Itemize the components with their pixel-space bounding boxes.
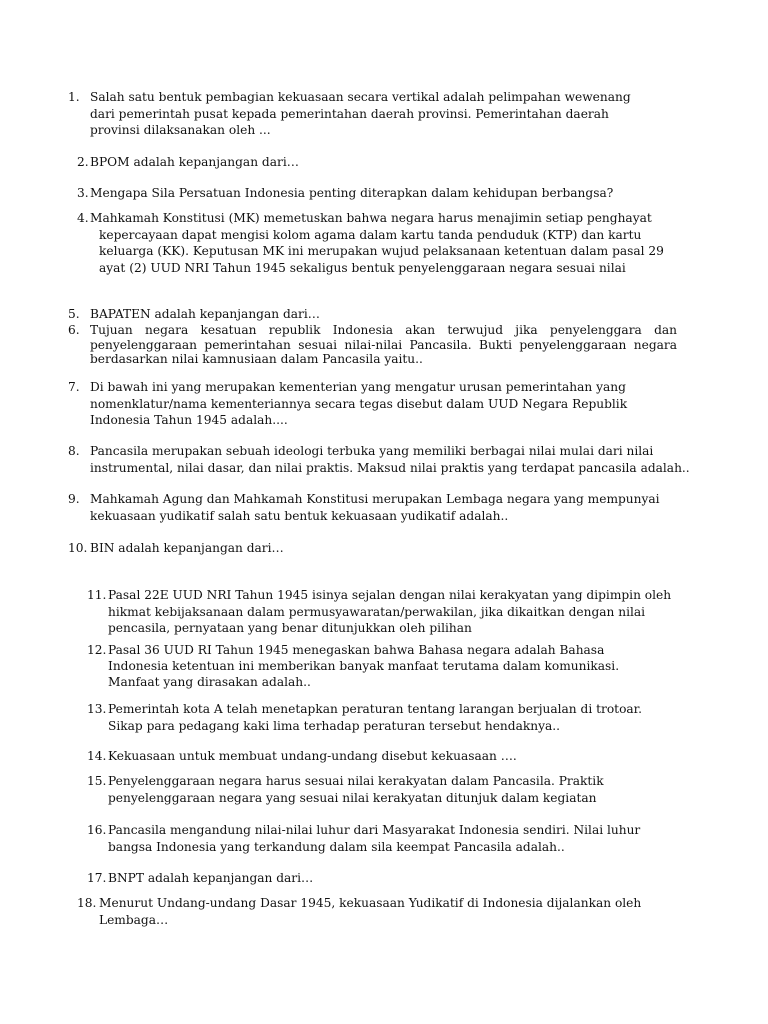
question-text: BPOM adalah kepanjangan dari…	[90, 155, 299, 169]
question-text: Pasal 36 UUD RI Tahun 1945 menegaskan bahwa Bahasa negara adalah Bahasa Indonesia ketentuan ini memberikan banyak manfaat terutama dalam komunikasi. Manfaat yang dirasakan adalah..	[108, 643, 620, 689]
question-number: 5.	[68, 307, 80, 321]
question-text: Mahkamah Agung dan Mahkamah Konstitusi merupakan Lembaga negara yang mempunyai kekuasaan yudikatif salah satu bentuk kekuasaan yudikatif adalah..	[90, 492, 660, 523]
question-text: Mengapa Sila Persatuan Indonesia penting diterapkan dalam kehidupan berbangsa?	[90, 186, 614, 200]
question-text: Pancasila merupakan sebuah ideologi terbuka yang memiliki berbagai nilai mulai dari nilai instrumental, nilai dasar, dan nilai praktis. Maksud nilai praktis yang terdapat pancasila adalah..	[90, 444, 690, 475]
question-text: BNPT adalah kepanjangan dari…	[108, 871, 314, 885]
question-number: 3.	[77, 186, 89, 200]
question-text: Kekuasaan untuk membuat undang-undang disebut kekuasaan ….	[108, 749, 517, 763]
question-number: 16.	[87, 823, 107, 837]
question-number: 13.	[87, 702, 107, 716]
question-number: 18.	[77, 896, 97, 910]
question-number: 7.	[68, 380, 80, 394]
question-text: Tujuan negara kesatuan republik Indonesia akan terwujud jika penyelenggara dan penyelenggaraan pemerintahan sesuai nilai-nilai Pancasila. Bukti penyelenggaraan negara berdasarkan nilai kamnusiaan dalam Pancasila yaitu..	[90, 323, 677, 366]
question-text: Menurut Undang-undang Dasar 1945, kekuasaan Yudikatif di Indonesia dijalankan oleh Lembaga…	[99, 896, 642, 927]
question-text: BAPATEN adalah kepanjangan dari…	[90, 307, 320, 321]
question-text: BIN adalah kepanjangan dari…	[90, 541, 284, 555]
question-number: 1.	[68, 90, 80, 104]
question-number: 11.	[87, 588, 107, 602]
question-number: 15.	[87, 774, 107, 788]
question-text: Salah satu bentuk pembagian kekuasaan secara vertikal adalah pelimpahan wewenang dari pemerintah pusat kepada pemerintahan daerah provinsi. Pemerintahan daerah provinsi dilaksanakan oleh ...	[90, 90, 631, 137]
question-number: 10.	[68, 541, 88, 555]
question-text: Di bawah ini yang merupakan kementerian yang mengatur urusan pemerintahan yang nomenklatur/nama kementeriannya secara tegas disebut dalam UUD Negara Republik Indonesia Tahun 1945 adalah....	[90, 380, 628, 427]
question-number: 9.	[68, 492, 80, 506]
question-number: 2.	[77, 155, 89, 169]
question-number: 17.	[87, 871, 107, 885]
question-text: Pancasila mengandung nilai-nilai luhur dari Masyarakat Indonesia sendiri. Nilai luhur bangsa Indonesia yang terkandung dalam sila keempat Pancasila adalah..	[108, 823, 641, 854]
question-text: Pasal 22E UUD NRI Tahun 1945 isinya sejalan dengan nilai kerakyatan yang dipimpin oleh hikmat kebijaksanaan dalam permusyawaratan/perwakilan, jika dikaitkan dengan nilai pencasila, pernyataan yang benar ditunjukkan oleh pilihan	[108, 588, 672, 635]
question-number: 14.	[87, 749, 107, 763]
question-number: 8.	[68, 444, 80, 458]
question-text: Mahkamah Konstitusi (MK) memetuskan bahwa negara harus menajimin setiap penghayat kepercayaan dapat mengisi kolom agama dalam kartu tanda penduduk (KTP) dan kartu keluarga (KK). Keputusan MK ini merupakan wujud pelaksanaan ketentuan dalam pasal 29 ayat (2) UUD NRI Tahun 1945 sekaligus bentuk penyelenggaraan negara sesuai nilai	[90, 211, 664, 275]
question-number: 4.	[77, 211, 89, 225]
question-number: 6.	[68, 323, 80, 337]
question-number: 12.	[87, 643, 107, 657]
question-text: Penyelenggaraan negara harus sesuai nilai kerakyatan dalam Pancasila. Praktik penyelenggaraan negara yang sesuai nilai kerakyatan ditunjuk dalam kegiatan	[108, 774, 604, 805]
question-text: Pemerintah kota A telah menetapkan peraturan tentang larangan berjualan di trotoar. Sikap para pedagang kaki lima terhadap peraturan tersebut hendaknya..	[108, 702, 643, 733]
